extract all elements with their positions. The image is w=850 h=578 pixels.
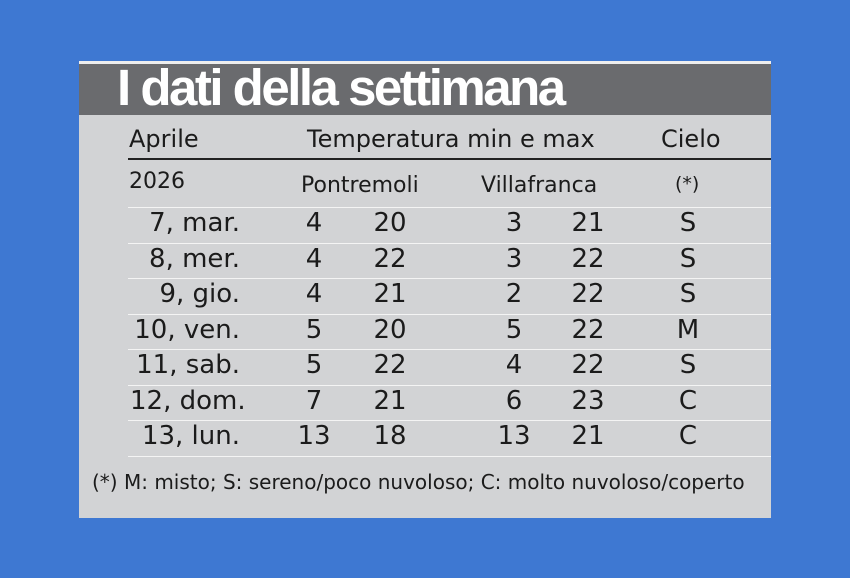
header-rule bbox=[128, 158, 771, 160]
day-cell: 12, dom. bbox=[130, 385, 246, 416]
sky-cell: S bbox=[679, 208, 697, 238]
title-bar bbox=[79, 61, 771, 115]
pontremoli-min-cell: 13 bbox=[297, 421, 331, 451]
sky-cell: S bbox=[679, 350, 697, 380]
sky-cell: C bbox=[678, 385, 698, 416]
villafranca-min-cell: 3 bbox=[505, 243, 523, 274]
villafranca-max-cell: 22 bbox=[571, 279, 605, 309]
header-month: Aprile bbox=[129, 125, 199, 153]
header-city-pontremoli: Pontremoli bbox=[301, 173, 419, 198]
pontremoli-max-cell: 22 bbox=[373, 243, 407, 274]
villafranca-max-cell: 22 bbox=[571, 350, 605, 380]
header-year: 2026 bbox=[129, 169, 185, 194]
pontremoli-max-cell: 18 bbox=[373, 421, 407, 451]
row-separator bbox=[128, 456, 771, 457]
pontremoli-max-cell: 21 bbox=[373, 279, 407, 309]
villafranca-min-cell: 5 bbox=[505, 314, 523, 345]
day-cell: 11, sab. bbox=[136, 350, 240, 380]
villafranca-max-cell: 21 bbox=[571, 421, 605, 451]
pontremoli-min-cell: 4 bbox=[305, 243, 323, 274]
day-cell: 8, mer. bbox=[149, 243, 240, 274]
day-cell: 7, mar. bbox=[149, 208, 240, 238]
villafranca-min-cell: 6 bbox=[505, 385, 523, 416]
header-sky: Cielo bbox=[661, 125, 721, 153]
villafranca-max-cell: 22 bbox=[571, 243, 605, 274]
villafranca-min-cell: 3 bbox=[505, 208, 523, 238]
pontremoli-min-cell: 4 bbox=[305, 208, 323, 238]
villafranca-min-cell: 4 bbox=[505, 350, 523, 380]
villafranca-min-cell: 13 bbox=[497, 421, 531, 451]
header-sky-note: (*) bbox=[675, 173, 700, 195]
day-cell: 10, ven. bbox=[134, 314, 240, 345]
pontremoli-max-cell: 21 bbox=[373, 385, 407, 416]
villafranca-max-cell: 23 bbox=[571, 385, 605, 416]
header-temperature: Temperatura min e max bbox=[307, 125, 595, 153]
pontremoli-min-cell: 5 bbox=[305, 314, 323, 345]
weather-table-card bbox=[79, 61, 771, 518]
pontremoli-min-cell: 4 bbox=[305, 279, 323, 309]
day-cell: 13, lun. bbox=[141, 421, 240, 451]
sky-cell: C bbox=[678, 421, 698, 451]
footnote: (*) M: misto; S: sereno/poco nuvoloso; C: molto nuvoloso/coperto bbox=[92, 470, 745, 494]
day-cell: 9, gio. bbox=[159, 279, 240, 309]
page-title: I dati della settimana bbox=[117, 59, 564, 116]
pontremoli-max-cell: 20 bbox=[373, 314, 407, 345]
sky-cell: S bbox=[679, 279, 697, 309]
header-city-villafranca: Villafranca bbox=[481, 173, 598, 198]
villafranca-max-cell: 22 bbox=[571, 314, 605, 345]
pontremoli-max-cell: 22 bbox=[373, 350, 407, 380]
villafranca-max-cell: 21 bbox=[571, 208, 605, 238]
villafranca-min-cell: 2 bbox=[505, 279, 523, 309]
pontremoli-max-cell: 20 bbox=[373, 208, 407, 238]
pontremoli-min-cell: 5 bbox=[305, 350, 323, 380]
sky-cell: M bbox=[676, 314, 700, 345]
sky-cell: S bbox=[679, 243, 697, 274]
pontremoli-min-cell: 7 bbox=[305, 385, 323, 416]
